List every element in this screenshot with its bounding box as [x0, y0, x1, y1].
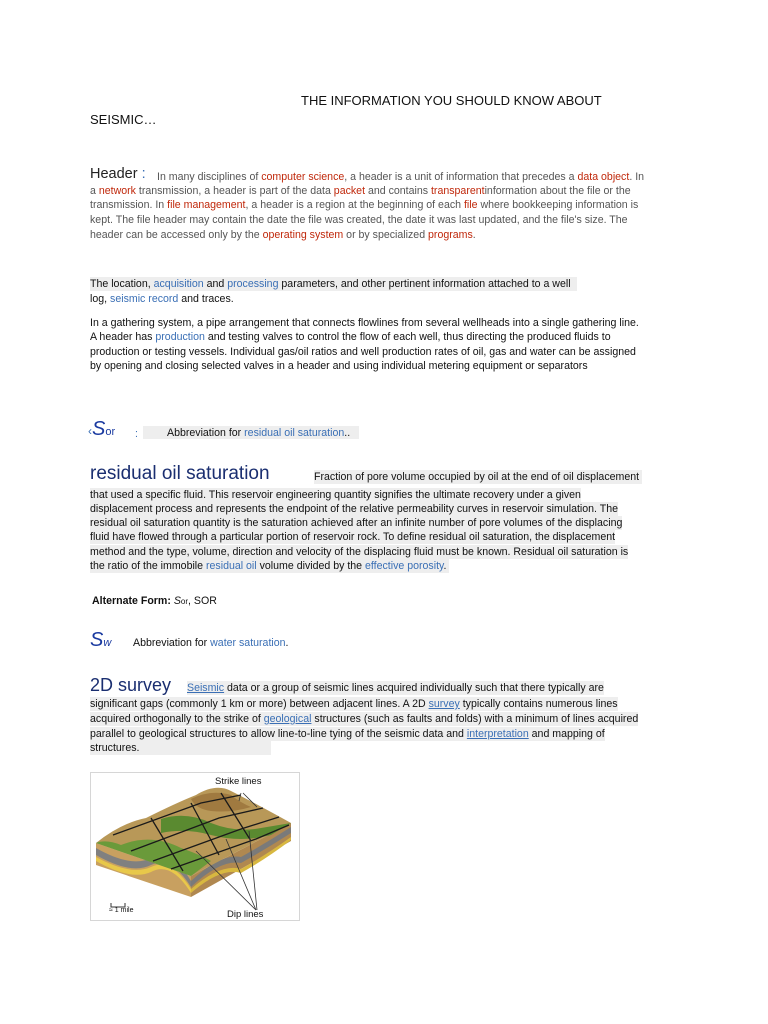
- gathering-line-4: by opening and closing selected valves in a header and using individual metering equipment or separators: [90, 360, 588, 372]
- header-text-line-2: a network transmission, a header is part of the data packet and contains transparentinformation about the file or the: [90, 185, 631, 197]
- network-link[interactable]: network: [98, 185, 136, 197]
- effective-porosity-link[interactable]: effective porosity: [365, 560, 444, 572]
- scale-label: ≈ 1 mile: [109, 907, 134, 914]
- residual-line-2: that used a specific fluid. This reservoir engineering quantity signifies the ultimate recovery under a given: [90, 489, 581, 501]
- dip-lines-label: Dip lines: [227, 909, 264, 920]
- geological-link[interactable]: geological: [263, 713, 312, 725]
- survey-line-2: significant gaps (commonly 1 km or more) between adjacent lines. A 2D survey typically contains numerous lines: [90, 698, 618, 710]
- gathering-line-1: In a gathering system, a pipe arrangement that connects flowlines from several wellheads into a single gathering line.: [90, 317, 639, 329]
- page-title: THE INFORMATION YOU SHOULD KNOW ABOUT: [301, 93, 602, 108]
- gathering-line-3: production or testing vessels. Individual gas/oil ratios and well production rates of oil, gas and water can be assigned: [90, 346, 636, 358]
- seismic-link[interactable]: Seismic: [187, 682, 225, 694]
- strike-lines-label: Strike lines: [215, 776, 262, 787]
- computer-science-link[interactable]: computer science: [261, 171, 345, 183]
- page-title-continued: SEISMIC…: [90, 112, 157, 127]
- gathering-line-2: A header has production and testing valves to control the flow of each well, thus directing the produced fluids to: [90, 331, 611, 343]
- file-management-link[interactable]: file management: [167, 199, 246, 211]
- residual-oil-link[interactable]: residual oil: [206, 560, 257, 572]
- file-link[interactable]: file: [463, 199, 478, 211]
- survey-line-4: parallel to geological structures to allow line-to-line tying of the seismic data and interpretation and mapping of: [90, 728, 605, 740]
- residual-line-7: the ratio of the immobile residual oil volume divided by the effective porosity.: [90, 559, 449, 573]
- water-saturation-link[interactable]: water saturation: [210, 637, 286, 649]
- seismic-record-link[interactable]: seismic record: [110, 293, 179, 305]
- processing-link[interactable]: processing: [227, 278, 279, 290]
- sor-definition: Abbreviation for residual oil saturation..: [167, 427, 351, 439]
- header-text-line-3: transmission. In file management, a header is a region at the beginning of each file where bookkeeping information is: [90, 199, 639, 211]
- transparent-link[interactable]: transparent: [430, 185, 485, 197]
- sw-definition: Abbreviation for water saturation.: [133, 637, 289, 649]
- production-link[interactable]: production: [155, 331, 205, 343]
- programs-link[interactable]: programs: [428, 229, 473, 241]
- residual-line-5: fluid have flowed through a particular portion of reservoir rock. To define residual oil saturation, the displacement: [90, 531, 616, 543]
- interpretation-link[interactable]: interpretation: [466, 728, 529, 740]
- residual-line-6: method and the type, volume, direction and velocity of the displacing fluid must be known. Residual oil saturation is: [90, 546, 629, 558]
- location-line-2: log, seismic record and traces.: [90, 293, 234, 305]
- operating-system-link[interactable]: operating system: [262, 229, 344, 241]
- survey-link[interactable]: survey: [428, 698, 460, 710]
- survey-line-3: acquired orthogonally to the strike of geological structures (such as faults and folds) with a minimum of lines acquired: [90, 713, 639, 725]
- sw-symbol: Sw: [90, 629, 112, 651]
- residual-oil-saturation-link[interactable]: residual oil saturation: [244, 427, 345, 439]
- survey-figure: [90, 772, 300, 921]
- residual-line-3: displacement process and represents the endpoint of the relative permeability curves in reservoir simulation. The: [90, 503, 618, 515]
- data-object-link[interactable]: data object: [577, 171, 630, 183]
- block-diagram-illustration: [91, 773, 299, 920]
- alternate-form: Alternate Form: Sor, SOR: [92, 595, 217, 607]
- packet-link[interactable]: packet: [333, 185, 366, 197]
- survey-heading: 2D survey: [90, 675, 172, 695]
- location-line-1: The location, acquisition and processing parameters, and other pertinent information attached to a well: [90, 277, 577, 291]
- acquisition-link[interactable]: acquisition: [153, 278, 204, 290]
- header-heading: Header :: [90, 166, 146, 182]
- residual-heading: residual oil saturation: [90, 463, 270, 484]
- residual-line-1: Fraction of pore volume occupied by oil at the end of oil displacement: [314, 470, 642, 484]
- residual-line-4: residual oil saturation quantity is the saturation achieved after an infinite number of pore volumes of the displacing: [90, 517, 623, 529]
- header-text-line-4: kept. The file header may contain the date the file was created, the date it was last updated, and the file's size. The: [90, 214, 628, 226]
- survey-line-1: Seismic data or a group of seismic lines acquired individually such that there typically are: [187, 682, 604, 694]
- header-text-line-1: In many disciplines of computer science, a header is a unit of information that precedes a data object. In: [157, 171, 645, 183]
- sor-symbol: ‹Sor: [88, 418, 116, 440]
- survey-line-5: structures.: [90, 741, 271, 755]
- header-text-line-5: header can be accessed only by the operating system or by specialized programs.: [90, 229, 476, 241]
- sor-colon: :: [135, 428, 138, 440]
